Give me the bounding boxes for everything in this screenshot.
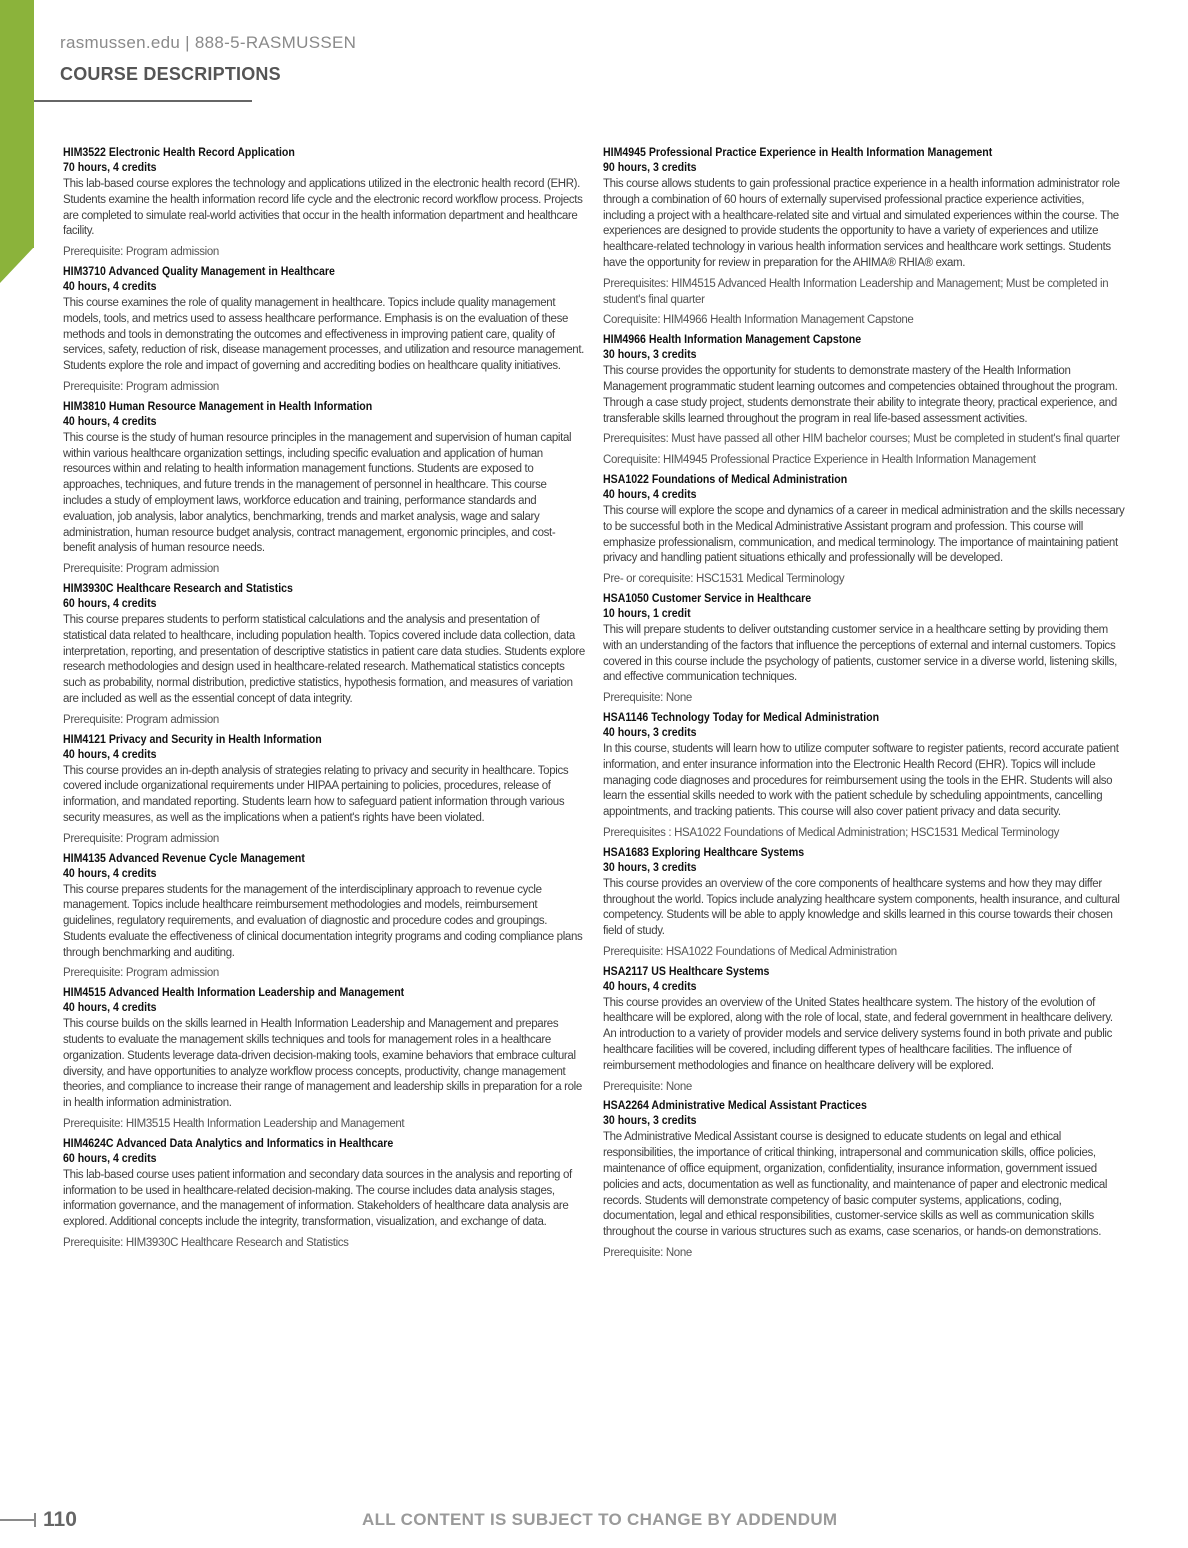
- course-hours: 30 hours, 3 credits: [603, 861, 697, 874]
- course-requisite: Prerequisite: Program admission: [63, 380, 219, 393]
- course-description: This course provides the opportunity for students to demonstrate mastery of the Health Information Management programmatic student learning outcomes and competencies obtained throughout the program. Through a case study project, students demonstrate their ability to integrate theory, practical experience, and transferable skills learned throughout the program in real life-based assessment activities.: [603, 365, 1118, 425]
- course-requisite: Prerequisites : HSA1022 Foundations of Medical Administration; HSC1531 Medical Terminology: [603, 826, 1060, 839]
- course-requisite: Prerequisite: Program admission: [63, 713, 219, 726]
- course-description: This course examines the role of quality management in healthcare. Topics include quality management models, tools, and metrics used to assess healthcare performance. Emphasis is on the evaluation of these methods and tools in demonstrating the outcomes and effectiveness in improving patient care, quality of services, safety, reduction of risk, disease management processes, and utilization and resource management. Students explore the role and impact of governing and accrediting bodies on healthcare quality initiatives.: [63, 296, 585, 373]
- course-requisite: Prerequisite: None: [603, 1247, 692, 1260]
- course-requisite: Prerequisite: Program admission: [63, 832, 219, 845]
- course-description: This lab-based course explores the technology and applications utilized in the electronic health record (EHR). Students examine the health information record life cycle and the electronic record workflow process. Projects are completed to simulate real-world activities that occur in the health information department and healthcare facility.: [63, 178, 583, 238]
- course-hours: 40 hours, 3 credits: [603, 726, 697, 739]
- footer-notice: ALL CONTENT IS SUBJECT TO CHANGE BY ADDENDUM: [362, 1510, 838, 1529]
- site-url-phone: rasmussen.edu | 888-5-RASMUSSEN: [60, 33, 357, 52]
- course-description: This will prepare students to deliver outstanding customer service in a healthcare setting by providing them with an understanding of the factors that influence the perceptions of external and internal customers. Topics covered in this course include the psychology of patients, customer service in a diverse world, listening skills, and effective communication techniques.: [603, 623, 1117, 684]
- course-description: This course builds on the skills learned in Health Information Leadership and Management and prepares students to evaluate the management skills techniques and tools for management roles in a healthcare organization. Students leverage data-driven decision-making tools, examine behaviors that embrace cultural diversity, and have opportunities to analyze workflow process concepts, productivity, change management theories, and compliance to increase their range of management and leadership skills in preparation for a role in health information administration.: [63, 1018, 582, 1110]
- course-hours: 40 hours, 4 credits: [603, 488, 697, 501]
- course-description: This course is the study of human resource principles in the management and supervision of human capital within various healthcare organization settings, including specific evaluation and application of human resources within and relating to health information management functions. Students are exposed to approaches, techniques, and future trends in the management of personnel in healthcare. This course includes a study of employment laws, workforce education and training, performance standards and evaluation, job analysis, labor analytics, benchmarking, trends and market analysis, wage and salary administration, human resource budget analysis, contract management, ergonomic principles, and cost-benefit analysis of human resource needs.: [63, 431, 572, 555]
- course-hours: 40 hours, 4 credits: [63, 280, 157, 293]
- course-hours: 60 hours, 4 credits: [63, 597, 157, 610]
- course-title: HSA2117 US Healthcare Systems: [603, 965, 770, 978]
- course-entry: [603, 1099, 1125, 1261]
- course-requisite: Prerequisite: None: [603, 1080, 692, 1093]
- page-number: 110: [43, 1508, 77, 1531]
- course-entry: [603, 146, 1125, 329]
- course-title: HSA2264 Administrative Medical Assistant Practices: [603, 1100, 867, 1113]
- course-hours: 40 hours, 4 credits: [63, 867, 157, 880]
- course-requisite: Prerequisites: HIM4515 Advanced Health Information Leadership and Management; Must be completed in student's final quarter: [603, 277, 1109, 306]
- course-hours: 40 hours, 4 credits: [63, 1002, 157, 1015]
- course-requisite: Prerequisite: HIM3930C Healthcare Research and Statistics: [63, 1237, 349, 1250]
- course-title: HIM4135 Advanced Revenue Cycle Management: [63, 852, 305, 865]
- course-entry: [63, 146, 585, 261]
- course-description: The Administrative Medical Assistant course is designed to educate students on legal and ethical responsibilities, the importance of critical thinking, intrapersonal and communication skills, office policies, maintenance of office equipment, organization, confidentiality, insurance information, government issued policies and acts, documentation as well as functionality, and maintenance of paper and electronic medical records. Students will demonstrate competency of basic computer systems, applications, coding, documentation, legal and ethical responsibilities, customer-service skills as well as communication skills throughout the course in various structures such as exams, case scenarios, or hands-on demonstrations.: [603, 1131, 1108, 1239]
- course-description: In this course, students will learn how to utilize computer software to register patients, record accurate patient information, and enter insurance information into the Electronic Health Record (EHR). Topics will include managing code diagnoses and procedures for reimbursement using the tools in the EHR. Students will also learn the essential skills needed to work with the patient schedule by scheduling appointments, cancelling appointments, and tracking patients. This course will also cover patient privacy and data security.: [603, 742, 1119, 819]
- course-title: HSA1050 Customer Service in Healthcare: [603, 592, 812, 605]
- course-requisite: Prerequisites: Must have passed all other HIM bachelor courses; Must be completed in student's final quarter: [603, 433, 1120, 446]
- course-hours: 90 hours, 3 credits: [603, 162, 697, 174]
- course-entry: [603, 711, 1125, 842]
- course-title: HIM4945 Professional Practice Experience in Health Information Management: [603, 147, 993, 159]
- course-title: HIM4966 Health Information Management Capstone: [603, 334, 862, 347]
- course-description: This course provides an overview of the United States healthcare system. The history of the evolution of healthcare will be explored, along with the role of local, state, and federal government in healthcare delivery. An introduction to a variety of provider models and service delivery systems found in both private and public healthcare facilities will be covered, including different types of healthcare facilities. The influence of reimbursement methodologies and finance on healthcare delivery will be explored.: [603, 996, 1113, 1072]
- course-entry: [603, 473, 1125, 588]
- header-divider: [34, 100, 252, 102]
- course-hours: 60 hours, 4 credits: [63, 1152, 157, 1165]
- course-requisite: Prerequisite: None: [603, 692, 692, 705]
- course-entry: [63, 1137, 585, 1252]
- course-title: HIM4121 Privacy and Security in Health Information: [63, 733, 322, 746]
- course-hours: 30 hours, 3 credits: [603, 349, 697, 362]
- green-accent-triangle: [0, 247, 34, 283]
- course-requisite: Prerequisite: Program admission: [63, 563, 219, 576]
- course-title: HSA1146 Technology Today for Medical Administration: [603, 711, 880, 724]
- footer-tick: [34, 1513, 36, 1527]
- course-description: This course provides an overview of the core components of healthcare systems and how they may differ throughout the world. Topics include analyzing healthcare system components, health insurance, and cultural competency. Students will be able to apply knowledge and skills learned in this course towards their chosen field of study.: [603, 877, 1120, 938]
- course-requisite: Corequisite: HIM4966 Health Information Management Capstone: [603, 314, 914, 327]
- course-entry: [63, 400, 585, 578]
- course-description: This course prepares students to perform statistical calculations and the analysis and presentation of statistical data related to healthcare, including population health. Topics covered include data collection, data interpretation, reporting, and presentation of descriptive statistics in patient care data studies. Students explore research methodologies and design used in healthcare-related research. Mathematical statistics concepts such as probability, normal distribution, predictive statistics, hypothesis formation, and measures of variation are included as well as the essential concept of data integrity.: [63, 613, 585, 705]
- right-column: [603, 146, 1125, 1266]
- green-accent-bar: [0, 0, 34, 248]
- section-title: COURSE DESCRIPTIONS: [60, 64, 281, 84]
- course-hours: 40 hours, 4 credits: [603, 980, 697, 993]
- course-requisite: Pre- or corequisite: HSC1531 Medical Terminology: [603, 573, 845, 586]
- course-hours: 40 hours, 4 credits: [63, 415, 157, 428]
- course-requisite: Prerequisite: Program admission: [63, 967, 219, 980]
- course-requisite: Corequisite: HIM4945 Professional Practice Experience in Health Information Management: [603, 454, 1036, 467]
- course-requisite: Prerequisite: HIM3515 Health Information Leadership and Management: [63, 1118, 405, 1131]
- course-entry: [63, 733, 585, 848]
- course-entry: [603, 846, 1125, 961]
- course-title: HIM4515 Advanced Health Information Leadership and Management: [63, 987, 405, 1000]
- course-title: HIM4624C Advanced Data Analytics and Informatics in Healthcare: [63, 1137, 394, 1150]
- course-title: HIM3930C Healthcare Research and Statistics: [63, 582, 293, 595]
- course-hours: 10 hours, 1 credit: [603, 607, 691, 620]
- course-entry: [603, 592, 1125, 707]
- course-hours: 40 hours, 4 credits: [63, 748, 157, 761]
- course-title: HIM3810 Human Resource Management in Health Information: [63, 400, 373, 413]
- left-column: [63, 146, 585, 1256]
- course-description: This lab-based course uses patient information and secondary data sources in the analysis and reporting of information to be used in healthcare-related decision-making. The course includes data analysis stages, information governance, and the management of information. Stakeholders of healthcare data analysis are explored. Additional concepts include the integrity, transformation, visualization, and exchange of data.: [63, 1168, 572, 1229]
- course-hours: 30 hours, 3 credits: [603, 1115, 697, 1128]
- course-entry: [603, 965, 1125, 1096]
- course-entry: [63, 986, 585, 1133]
- course-entry: [63, 582, 585, 729]
- course-title: HIM3522 Electronic Health Record Application: [63, 147, 295, 159]
- course-title: HSA1683 Exploring Healthcare Systems: [603, 846, 805, 859]
- course-entry: [63, 265, 585, 396]
- course-description: This course will explore the scope and dynamics of a career in medical administration and the skills necessary to be successful both in the Medical Administrative Assistant program and profession. This course will emphasize professionalism, communication, and medical terminology. The importance of maintaining patient privacy and handling patient situations ethically and professionally will be developed.: [603, 504, 1125, 565]
- course-entry: [603, 333, 1125, 469]
- course-description: This course prepares students for the management of the interdisciplinary approach to revenue cycle management. Topics include healthcare reimbursement methodologies and models, reimbursement guidelines, regulatory requirements, and evaluation of diagnostic and procedure codes and groupings. Students evaluate the effectiveness of clinical documentation integrity programs and coding compliance plans through benchmarking and auditing.: [63, 883, 583, 959]
- course-title: HSA1022 Foundations of Medical Administration: [603, 473, 848, 486]
- course-requisite: Prerequisite: Program admission: [63, 246, 219, 259]
- course-description: This course provides an in-depth analysis of strategies relating to privacy and security in healthcare. Topics covered include organizational requirements under HIPAA pertaining to policies, procedures, release of information, and mandated reporting. Students learn how to safeguard patient information through various security measures, as well as the implications when a patient's rights have been violated.: [63, 764, 569, 824]
- course-requisite: Prerequisite: HSA1022 Foundations of Medical Administration: [603, 945, 897, 958]
- course-description: This course allows students to gain professional practice experience in a health information administrator role through a combination of 60 hours of externally supervised professional practice experience activities, including a project with a healthcare-related site and virtual and simulated experiences within the course. The experiences are designed to provide students the opportunity to have a variety of experiences and utilize healthcare-related technology in various health information services and healthcare work settings. Students have the opportunity for review in preparation for the AHIMA® RHIA® exam.: [603, 178, 1120, 269]
- course-entry: [63, 852, 585, 983]
- footer-line: [0, 1519, 34, 1521]
- course-hours: 70 hours, 4 credits: [63, 162, 157, 174]
- course-title: HIM3710 Advanced Quality Management in Healthcare: [63, 265, 335, 278]
